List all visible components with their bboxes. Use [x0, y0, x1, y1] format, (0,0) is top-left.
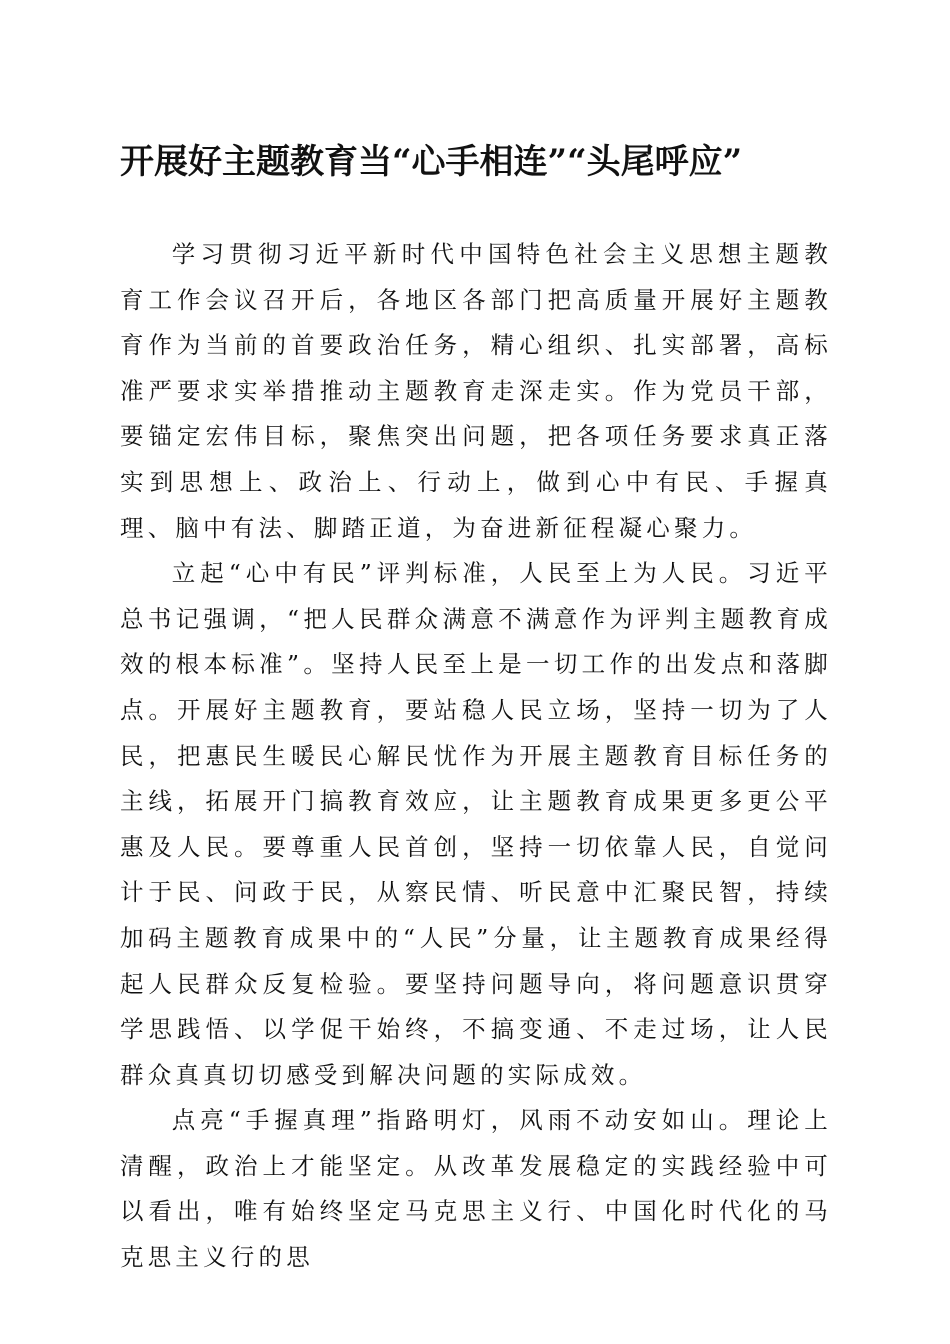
document-title: 开展好主题教育当“心手相连”“头尾呼应”	[120, 142, 743, 182]
document-body	[120, 232, 832, 1281]
paragraph-truth: 点亮“手握真理”指路明灯，风雨不动安如山。理论上清醒，政治上才能坚定。从改革发展稳定的实践经验中可以看出，唯有始终坚定马克思主义行、中国化时代化的马克思主义行的思	[120, 1106, 832, 1272]
paragraph-people-first: 立起“心中有民”评判标准，人民至上为人民。习近平总书记强调，“把人民群众满意不满意作为评判主题教育成效的根本标准”。坚持人民至上是一切工作的出发点和落脚点。开展好主题教育，要站稳人民立场，坚持一切为了人民，把惠民生暖民心解民忧作为开展主题教育目标任务的主线，拓展开门搞教育效应，让主题教育成果更多更公平惠及人民。要尊重人民首创，坚持一切依靠人民，自觉问计于民、问政于民，从察民情、听民意中汇聚民智，持续加码主题教育成果中的“人民”分量，让主题教育成果经得起人民群众反复检验。要坚持问题导向，将问题意识贯穿学思践悟、以学促干始终，不搞变通、不走过场，让人民群众真真切切感受到解决问题的实际成效。	[120, 559, 832, 1089]
paragraph-intro: 学习贯彻习近平新时代中国特色社会主义思想主题教育工作会议召开后，各地区各部门把高质量开展好主题教育作为当前的首要政治任务，精心组织、扎实部署，高标准严要求实举措推动主题教育走深走实。作为党员干部，要锚定宏伟目标，聚焦突出问题，把各项任务要求真正落实到思想上、政治上、行动上，做到心中有民、手握真理、脑中有法、脚踏正道，为奋进新征程凝心聚力。	[120, 240, 832, 542]
